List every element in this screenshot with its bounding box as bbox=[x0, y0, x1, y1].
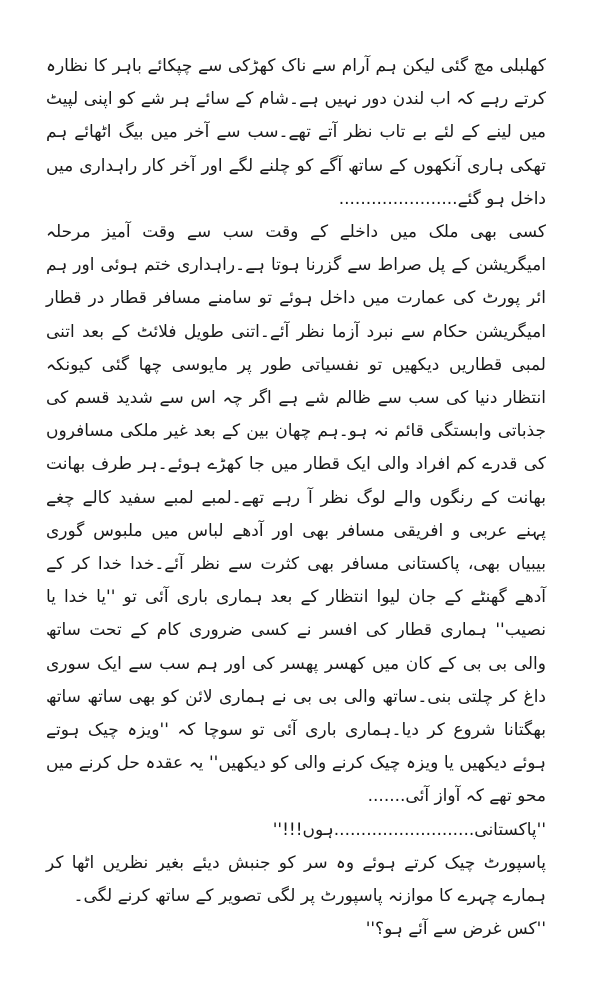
dialogue-line-purpose: ''کس غرض سے آئے ہو؟'' bbox=[365, 919, 546, 940]
paragraph-immigration: کسی بھی ملک میں داخلے کے وقت سب سے وقت آمیز مرحلہ امیگریشن کے پل صراط سے گزرنا ہوتا ہے۔راہداری ختم ہوئی اور ہم ائر پورٹ کی عمارت میں داخل ہوئے تو سامنے مسافر قطار در قطار امیگریشن حکام سے نبرد آزما نظر آئے۔اتنی طویل فلائٹ کے بعد اتنی لمبی قطاریں دیکھیں تو نفسیاتی طور پر مایوسی چھا گئی کیونکہ انتظار دنیا کی سب سے ظالم شے ہے اگر چہ اس سے شدید قسم کی جذباتی وابستگی قائم نہ ہو۔ہم چھان بین کے بعد غیر ملکی مسافروں کی قدرے کم افراد والی ایک قطار میں جا کھڑے ہوئے۔ہر طرف بھانت بھانت کے رنگوں والے لوگ نظر آ رہے تھے۔لمبے لمبے سفید کالے چغے پہنے عربی و افریقی مسافر بھی اور آدھے لباس میں ملبوس گوری بیبیاں بھی، پاکستانی مسافر بھی کثرت سے نظر آئے۔خدا خدا کر کے آدھے گھنٹے کے جان لیوا انتظار کے بعد ہماری باری آئی تو ''یا خدا یا نصیب'' ہماری قطار کی افسر نے کسی ضروری کام کے تحت ساتھ والی بی بی کے کان میں کھسر پھسر کی اور ہم سب سے ایک سوری داغ کر چلتی بنی۔ساتھ والی بی بی نے ہماری لائن کو بھی ساتھ ساتھ بھگتانا شروع کر دیا۔ہماری باری آئی تو سوچا کہ ''ویزہ چیک ہوتے ہوئے دیکھیں یا ویزہ چیک کرنے والی کو دیکھیں'' یہ عقدہ حل کرنے میں محو تھے کہ آواز آئی....... bbox=[46, 222, 546, 807]
dialogue-line-pakistani: ''پاکستانی..........................ہوں!!!'' bbox=[272, 819, 546, 840]
paragraph-arrival: کھلبلی مچ گئی لیکن ہم آرام سے ناک کھڑکی سے چپکائے باہر کا نظارہ کرتے رہے کہ اب لندن دور نہیں ہے۔شام کے سائے ہر شے کو اپنی لپیٹ میں لینے کے لئے بے تاب نظر آتے تھے۔سب سے آخر میں بیگ اٹھائے ہم تھکی ہاری آنکھوں کے ساتھ آگے کو چلنے لگے اور آخر کار راہداری میں داخل ہو گئے...................... bbox=[46, 56, 546, 209]
paragraph-passport-check: پاسپورٹ چیک کرتے ہوئے وہ سر کو جنبش دیئے بغیر نظریں اٹھا کر ہمارے چہرے کا موازنہ پاسپورٹ پر لگی تصویر کے ساتھ کرنے لگی۔ bbox=[46, 852, 546, 907]
document-page bbox=[46, 50, 546, 946]
